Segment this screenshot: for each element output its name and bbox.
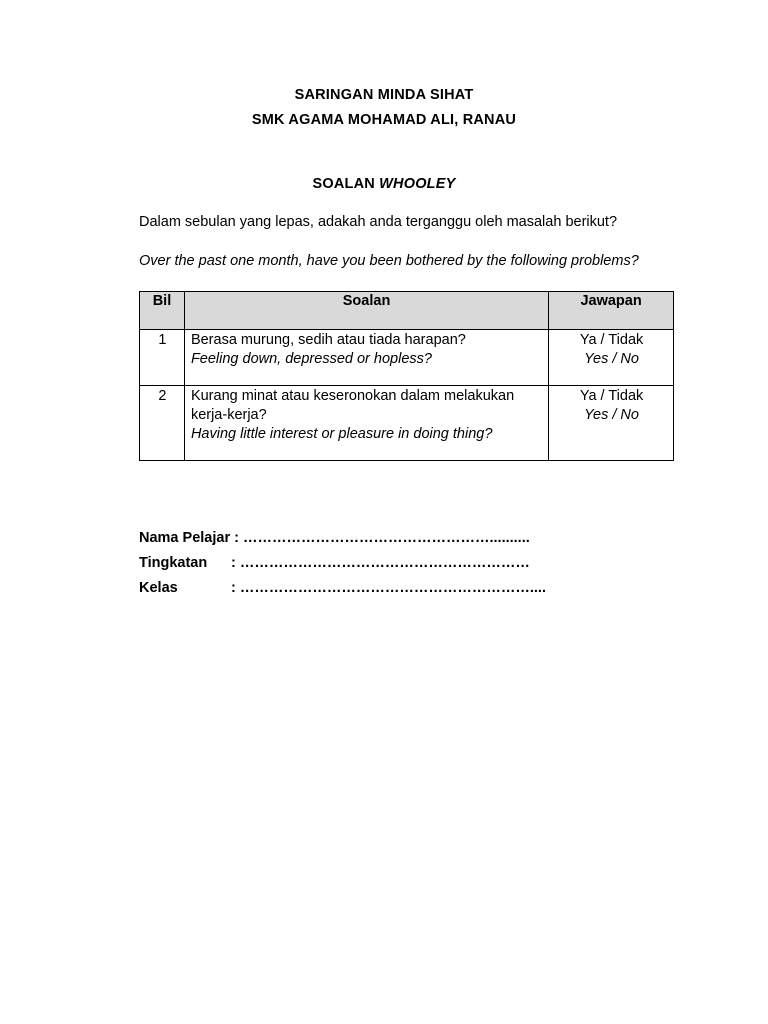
row-number: 2 [140,386,185,461]
answer-cell [549,330,674,386]
class-blank[interactable]: : …………………………………………………….... [231,580,546,596]
document-title: SARINGAN MINDA SIHAT [294,87,474,103]
answer-malay: Ya / Tidak [579,388,644,404]
question-cell [184,330,548,386]
question-malay: Berasa murung, sedih atau tiada harapan? [190,332,466,348]
form-level-field [139,555,530,571]
form-level-blank[interactable]: : …………………………………………………… [231,555,530,571]
question-cell [184,386,548,461]
section-heading [0,176,768,192]
student-name-field [139,530,530,546]
intro-english: Over the past one month, have you been bothered by the following problems? [139,253,639,269]
question-english: Having little interest or pleasure in doing thing? [190,426,493,442]
section-heading-prefix: SOALAN [312,176,380,192]
answer-cell [549,386,674,461]
questions-table [139,291,674,461]
class-field [139,580,546,596]
class-label: Kelas [139,580,178,596]
student-name-blank[interactable]: …………………………………………….......... [242,530,530,546]
header-jawapan: Jawapan [549,292,674,330]
section-heading-emphasis: WHOOLEY [379,176,456,192]
answer-english: Yes / No [584,351,639,367]
question-english: Feeling down, depressed or hopless? [190,351,432,367]
answer-malay: Ya / Tidak [579,332,644,348]
table-row [140,386,674,461]
row-number: 1 [140,330,185,386]
school-name: SMK AGAMA MOHAMAD ALI, RANAU [251,112,517,128]
question-malay: Kurang minat atau keseronokan dalam melakukan [190,388,515,404]
question-malay-continued: kerja-kerja? [190,407,267,423]
form-level-label: Tingkatan [139,555,208,571]
table-row [140,330,674,386]
table-header-row [140,292,674,330]
header-soalan: Soalan [184,292,548,330]
student-name-label: Nama Pelajar : [139,530,239,546]
answer-english: Yes / No [584,407,639,423]
intro-malay: Dalam sebulan yang lepas, adakah anda terganggu oleh masalah berikut? [139,214,618,230]
header-bil: Bil [140,292,185,330]
